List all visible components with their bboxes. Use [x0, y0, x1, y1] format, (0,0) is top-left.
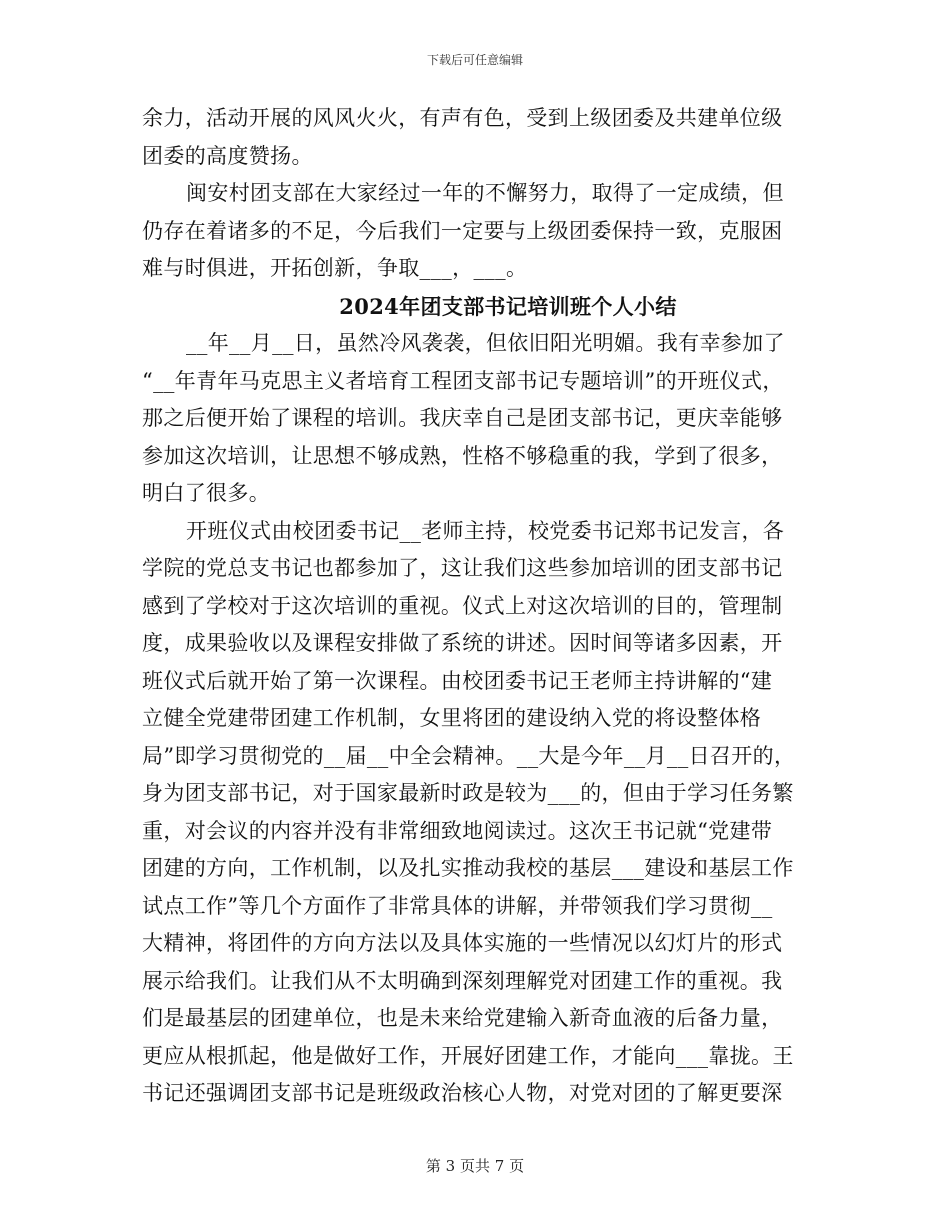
- text-line: 们是最基层的团建单位，也是未来给党建输入新奇血液的后备力量，: [142, 1006, 783, 1030]
- text-line: 明白了很多。: [142, 481, 271, 505]
- text-line: 学院的党总支书记也都参加了，这让我们这些参加培训的团支部书记: [142, 556, 783, 580]
- text-line: 局”即学习贯彻党的__届__中全会精神。__大是今年__月__日召开的，: [142, 743, 796, 768]
- text-line: 书记还强调团支部书记是班级政治核心人物，对党对团的了解更要深: [142, 1081, 783, 1105]
- text-line: 仍存在着诸多的不足，今后我们一定要与上级团委保持一致，克服困: [142, 218, 783, 243]
- text-line: 展示给我们。让我们从不太明确到深刻理解党对团建工作的重视。我: [142, 968, 783, 993]
- text-line: 重，对会议的内容并没有非常细致地阅读过。这次王书记就“党建带: [142, 818, 773, 843]
- text-line: 参加这次培训，让思想不够成熟，性格不够稳重的我，学到了很多，: [142, 443, 783, 468]
- text-line: 余力，活动开展的风风火火，有声有色，受到上级团委及共建单位级: [142, 106, 783, 130]
- text-line: 大精神，将团件的方向方法以及具体实施的一些情况以幻灯片的形式: [142, 931, 783, 955]
- text-line: 那之后便开始了课程的培训。我庆幸自己是团支部书记，更庆幸能够: [142, 406, 783, 430]
- text-line: 团建的方向，工作机制，以及扎实推动我校的基层___建设和基层工作: [142, 856, 794, 880]
- page-number: 第 3 页共 7 页: [425, 1157, 525, 1175]
- page-header: 下载后可任意编辑: [426, 53, 523, 67]
- text-line: 开班仪式由校团委书记__老师主持，校党委书记郑书记发言，各: [186, 518, 785, 543]
- section-title: 2024年团支部书记培训班个人小结: [339, 293, 677, 319]
- text-line: 度，成果验收以及课程安排做了系统的讲述。因时间等诸多因素，开: [142, 631, 783, 655]
- text-line: 班仪式后就开始了第一次课程。由校团委书记王老师主持讲解的“建: [142, 668, 773, 693]
- text-line: “__年青年马克思主义者培育工程团支部书记专题培训”的开班仪式，: [142, 368, 784, 393]
- text-line: 闽安村团支部在大家经过一年的不懈努力，取得了一定成绩，但: [186, 181, 784, 205]
- text-line: 更应从根抓起，他是做好工作，开展好团建工作，才能向___靠拢。王: [142, 1043, 794, 1068]
- text-line: 难与时俱进，开拓创新，争取___，___。: [142, 256, 528, 280]
- text-line: __年__月__日，虽然冷风袭袭，但依旧阳光明媚。我有幸参加了: [186, 331, 785, 355]
- text-line: 立健全党建带团建工作机制，女里将团的建设纳入党的将设整体格: [142, 706, 762, 730]
- text-line: 感到了学校对于这次培训的重视。仪式上对这次培训的目的，管理制: [142, 593, 783, 618]
- text-line: 身为团支部书记，对于国家最新时政是较为___的，但由于学习任务繁: [142, 781, 794, 805]
- text-line: 团委的高度赞扬。: [142, 143, 313, 168]
- text-line: 试点工作”等几个方面作了非常具体的讲解，并带领我们学习贯彻__: [142, 893, 773, 918]
- document-body: [142, 100, 810, 1113]
